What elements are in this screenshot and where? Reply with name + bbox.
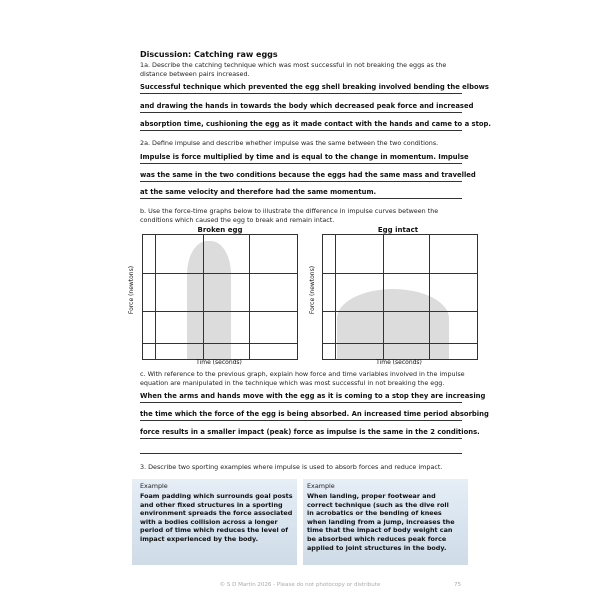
grid-line — [155, 235, 156, 359]
answer-line: was the same in the two conditions because the eggs had the same mass and travelled — [140, 171, 462, 182]
grid-line — [249, 235, 250, 359]
grid-line — [143, 273, 297, 274]
example-line: in acrobatics or the bending of knees — [307, 509, 442, 518]
copyright-footer: © S D Martin 2026 - Please do not photocopy or distribute — [219, 582, 381, 588]
broken-egg-graph — [142, 234, 298, 360]
egg-intact-impulse-curve — [337, 289, 449, 359]
example-box-1 — [132, 479, 297, 565]
question-line: 1a. Describe the catching technique which was most successful in not breaking the eggs as the — [140, 61, 447, 69]
question-1a — [140, 61, 446, 79]
question-c — [140, 370, 465, 388]
question-2a: 2a. Define impulse and describe whether impulse was the same between the two conditions. — [140, 139, 439, 147]
example-line: period of time which reduces the level of — [140, 526, 289, 535]
broken-egg-ylabel: Force (newtons) — [128, 265, 135, 315]
grid-line — [429, 235, 430, 359]
answer-line: Impulse is force multiplied by time and is equal to the change in momentum. Impulse — [140, 153, 462, 164]
egg-intact-graph — [322, 234, 478, 360]
page-number: 75 — [454, 582, 461, 588]
grid-line — [335, 235, 336, 359]
example-line: time that the impact of body weight can — [307, 526, 453, 535]
answer-line: Successful technique which prevented the egg shell breaking involved bending the elbows — [140, 83, 462, 94]
example-line: environment spreads the force associated — [140, 509, 293, 518]
page-title: Discussion: Catching raw eggs — [140, 50, 278, 59]
question-line: b. Use the force-time graphs below to illustrate the difference in impulse curves between the — [140, 207, 439, 215]
broken-egg-xlabel: Time (seconds) — [196, 359, 242, 366]
answer-line: and drawing the hands in towards the body which decreased peak force and increased — [140, 102, 462, 113]
question-line: c. With reference to the previous graph, explain how force and time variables involved in the impulse — [140, 370, 465, 378]
broken-egg-impulse-curve — [187, 241, 231, 359]
question-b — [140, 207, 438, 225]
example-line: when landing from a jump, increases the — [307, 517, 455, 526]
grid-line — [143, 311, 297, 312]
answer-line: When the arms and hands move with the egg as it is coming to a stop they are increasing — [140, 392, 462, 403]
example-line: with a bodies collision across a longer — [140, 517, 278, 526]
example-text — [307, 492, 455, 552]
grid-line — [143, 343, 297, 344]
broken-egg-title: Broken egg — [197, 226, 243, 234]
answer-line: at the same velocity and therefore had the same momentum. — [140, 188, 462, 199]
egg-intact-xlabel: Time (seconds) — [376, 359, 422, 366]
examples-panel — [132, 479, 468, 565]
example-line: be absorbed which reduces peak force — [307, 534, 447, 543]
answer-line: the time which the force of the egg is being absorbed. An increased time period absorbing — [140, 410, 462, 421]
answer-line: force results in a smaller impact (peak) force as impulse is the same in the 2 conditions. — [140, 428, 462, 439]
example-line: correct technique (such as the dive roll — [307, 500, 449, 509]
grid-line — [383, 235, 384, 359]
example-label: Example — [140, 482, 168, 490]
question-line: distance between pairs increased. — [140, 70, 250, 78]
egg-intact-ylabel: Force (newtons) — [309, 265, 316, 315]
answer-line: absorption time, cushioning the egg as it made contact with the hands and came to a stop. — [140, 120, 462, 131]
example-line: impact experienced by the body. — [140, 534, 258, 543]
example-line: and other fixed structures in a sporting — [140, 500, 283, 509]
egg-intact-title: Egg intact — [377, 226, 419, 234]
blank-answer-line — [140, 453, 462, 454]
example-label: Example — [307, 482, 335, 490]
grid-line — [203, 235, 204, 359]
question-line: conditions which caused the egg to break and remain intact. — [140, 216, 335, 224]
example-line: When landing, proper footwear and — [307, 492, 436, 500]
example-text — [140, 492, 293, 544]
grid-line — [323, 273, 477, 274]
grid-line — [323, 343, 477, 344]
example-box-2 — [303, 479, 468, 565]
question-line: equation are manipulated in the technique which was most successful in not breaking the egg. — [140, 379, 445, 387]
question-3: 3. Describe two sporting examples where impulse is used to absorb forces and reduce impact. — [140, 463, 443, 471]
example-line: applied to joint structures in the body. — [307, 543, 447, 552]
example-line: Foam padding which surrounds goal posts — [140, 492, 293, 500]
grid-line — [323, 311, 477, 312]
